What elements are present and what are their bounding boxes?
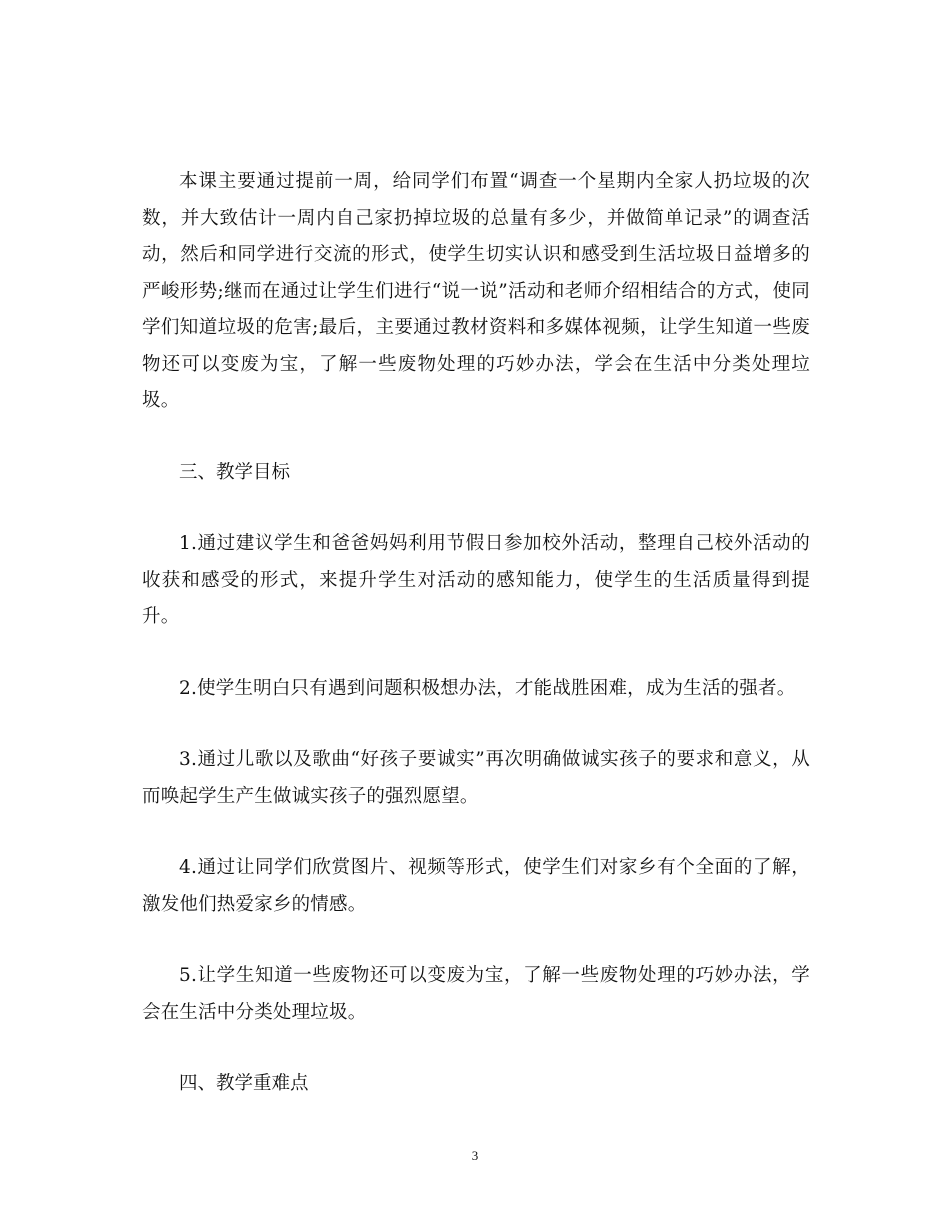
page-number: 3 (471, 1148, 479, 1163)
objective-item: 1.通过建议学生和爸爸妈妈利用节假日参加校外活动，整理自己校外活动的收获和感受的形式，来提升学生对活动的感知能力，使学生的生活质量得到提升。 (142, 533, 810, 627)
objective-item: 2.使学生明白只有遇到问题积极想办法，才能战胜困难，成为生活的强者。 (179, 677, 796, 699)
objective-item: 5.让学生知道一些废物还可以变废为宝，了解一些废物处理的巧妙办法，学会在生活中分类处理垃圾。 (142, 965, 810, 1023)
intro-paragraph: 本课主要通过提前一周，给同学们布置“调查一个星期内全家人扔垃圾的次数，并大致估计一周内自己家扔掉垃圾的总量有多少，并做简单记录”的调查活动，然后和同学进行交流的形式，使学生切实认识和感受到生活垃圾日益增多的严峻形势;继而在通过让学生们进行“说一说”活动和老师介绍相结合的方式，使同学们知道垃圾的危害;最后，主要通过教材资料和多媒体视频，让学生知道一些废物还可以变废为宝，了解一些废物处理的巧妙办法，学会在生活中分类处理垃圾。 (142, 171, 810, 411)
document-body (142, 164, 810, 1103)
section-heading-objectives: 三、教学目标 (179, 461, 291, 483)
objective-item: 4.通过让同学们欣赏图片、视频等形式，使学生们对家乡有个全面的了解，激发他们热爱家乡的情感。 (142, 857, 810, 915)
objective-item: 3.通过儿歌以及歌曲“好孩子要诚实”再次明确做诚实孩子的要求和意义，从而唤起学生产生做诚实孩子的强烈愿望。 (142, 749, 810, 807)
section-heading-key-points: 四、教学重难点 (179, 1073, 309, 1094)
